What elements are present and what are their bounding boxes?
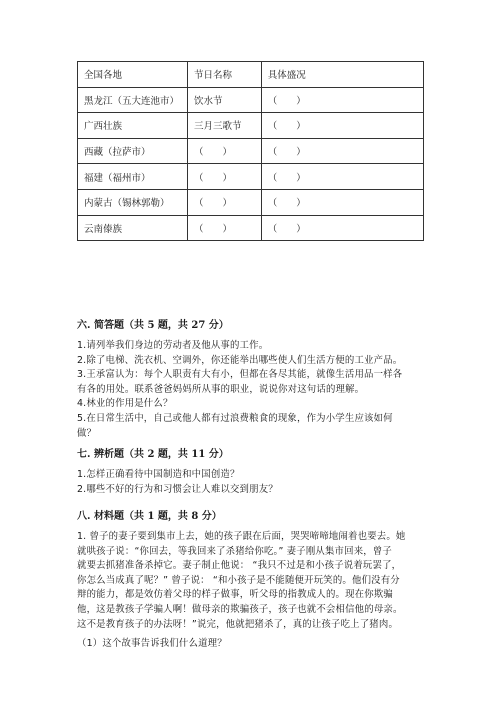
section-8-title: 八. 材料题（共 1 题，共 8 分）: [77, 511, 222, 522]
table-row: [78, 189, 424, 215]
table-cell: 广西壮族: [78, 113, 188, 139]
material-line: 1. 曾子的妻子要到集市上去，她的孩子跟在后面，哭哭啼啼地闹着也要去。她: [77, 531, 406, 542]
table-row: [78, 87, 424, 113]
table-cell: 节日名称: [187, 62, 261, 88]
section-8-material: [77, 530, 429, 632]
table-cell: 三月三歌节: [187, 113, 261, 139]
material-line: 他，这是教孩子学骗人啊！做母亲的欺骗孩子，孩子也就不会相信他的母亲。: [77, 603, 403, 615]
material-line: 就哄孩子说：“你回去，等我回来了杀猪给你吃。” 妻子刚从集市回来，曾子: [77, 545, 393, 557]
table-cell: 具体盛况: [261, 62, 423, 88]
table-header-row: [78, 62, 424, 88]
question-line: 4.林业的作用是什么？: [77, 398, 173, 410]
table-cell: 西藏（拉萨市）: [78, 138, 188, 164]
table-cell: （ ）: [261, 138, 423, 164]
table-row: [78, 164, 424, 190]
question-line: 1.请列举我们身边的劳动者及他从事的工作。: [77, 340, 269, 351]
table-cell: （ ）: [187, 164, 261, 190]
material-line: 这不是教育孩子的办法呀！”说完，他就把猪杀了，真的让孩子吃上了猪肉。: [77, 618, 399, 630]
section-6-questions: [77, 339, 429, 441]
section-7-questions: [77, 468, 429, 497]
table-cell: （ ）: [187, 138, 261, 164]
material-line: 辩的能力，都是效仿着父母的样子做事，听父母的指教成人的。现在你欺骗: [77, 589, 393, 601]
question-line: 3.王承富认为：每个人职责有大有小，但都在各尽其能，就像生活用品一样各: [77, 369, 403, 381]
material-line: 就要去抓猪准备杀掉它。妻子制止他说： “我只不过是和小孩子说着玩罢了，: [77, 560, 402, 572]
table-cell: （ ）: [261, 113, 423, 139]
section-8-question: （1）这个故事告诉我们什么道理？: [77, 638, 227, 649]
question-line: 2.哪些不好的行为和习惯会让人难以交到朋友？: [77, 483, 278, 495]
table-cell: （ ）: [187, 215, 261, 241]
table-cell: （ ）: [261, 215, 423, 241]
table-cell: 福建（福州市）: [78, 164, 188, 190]
question-line: 有各的用处。联系爸爸妈妈所从事的职业，说说你对这句话的理解。: [77, 383, 365, 395]
table-cell: 全国各地: [78, 62, 188, 88]
question-line: 做？: [77, 427, 97, 439]
table-cell: （ ）: [261, 164, 423, 190]
question-line: 1.怎样正确看待中国制造和中国创造？: [77, 469, 240, 480]
table-cell: 内蒙古（锡林郭勒）: [78, 189, 188, 215]
table-row: [78, 113, 424, 139]
question-line: 2.除了电梯、洗衣机、空调外，你还能举出哪些使人们生活方便的工业产品。: [77, 354, 403, 366]
question-line: 5.在日常生活中，自己或他人都有过浪费粮食的现象，作为小学生应该如何: [77, 412, 393, 424]
table-cell: 黑龙江（五大连池市）: [78, 87, 188, 113]
table-cell: （ ）: [261, 189, 423, 215]
table-cell: 云南傣族: [78, 215, 188, 241]
table-cell: （ ）: [261, 87, 423, 113]
table-cell: （ ）: [187, 189, 261, 215]
table-row: [78, 215, 424, 241]
table-cell: 饮水节: [187, 87, 261, 113]
material-line: 你怎么当成真了呢？” 曾子说： “和小孩子是不能随便开玩笑的。他们没有分: [77, 574, 400, 586]
section-7-title: 七. 辨析题（共 2 题，共 11 分）: [77, 449, 229, 460]
section-6-title: 六. 简答题（共 5 题，共 27 分）: [77, 320, 229, 331]
table-row: [78, 138, 424, 164]
festival-table: [77, 61, 424, 241]
